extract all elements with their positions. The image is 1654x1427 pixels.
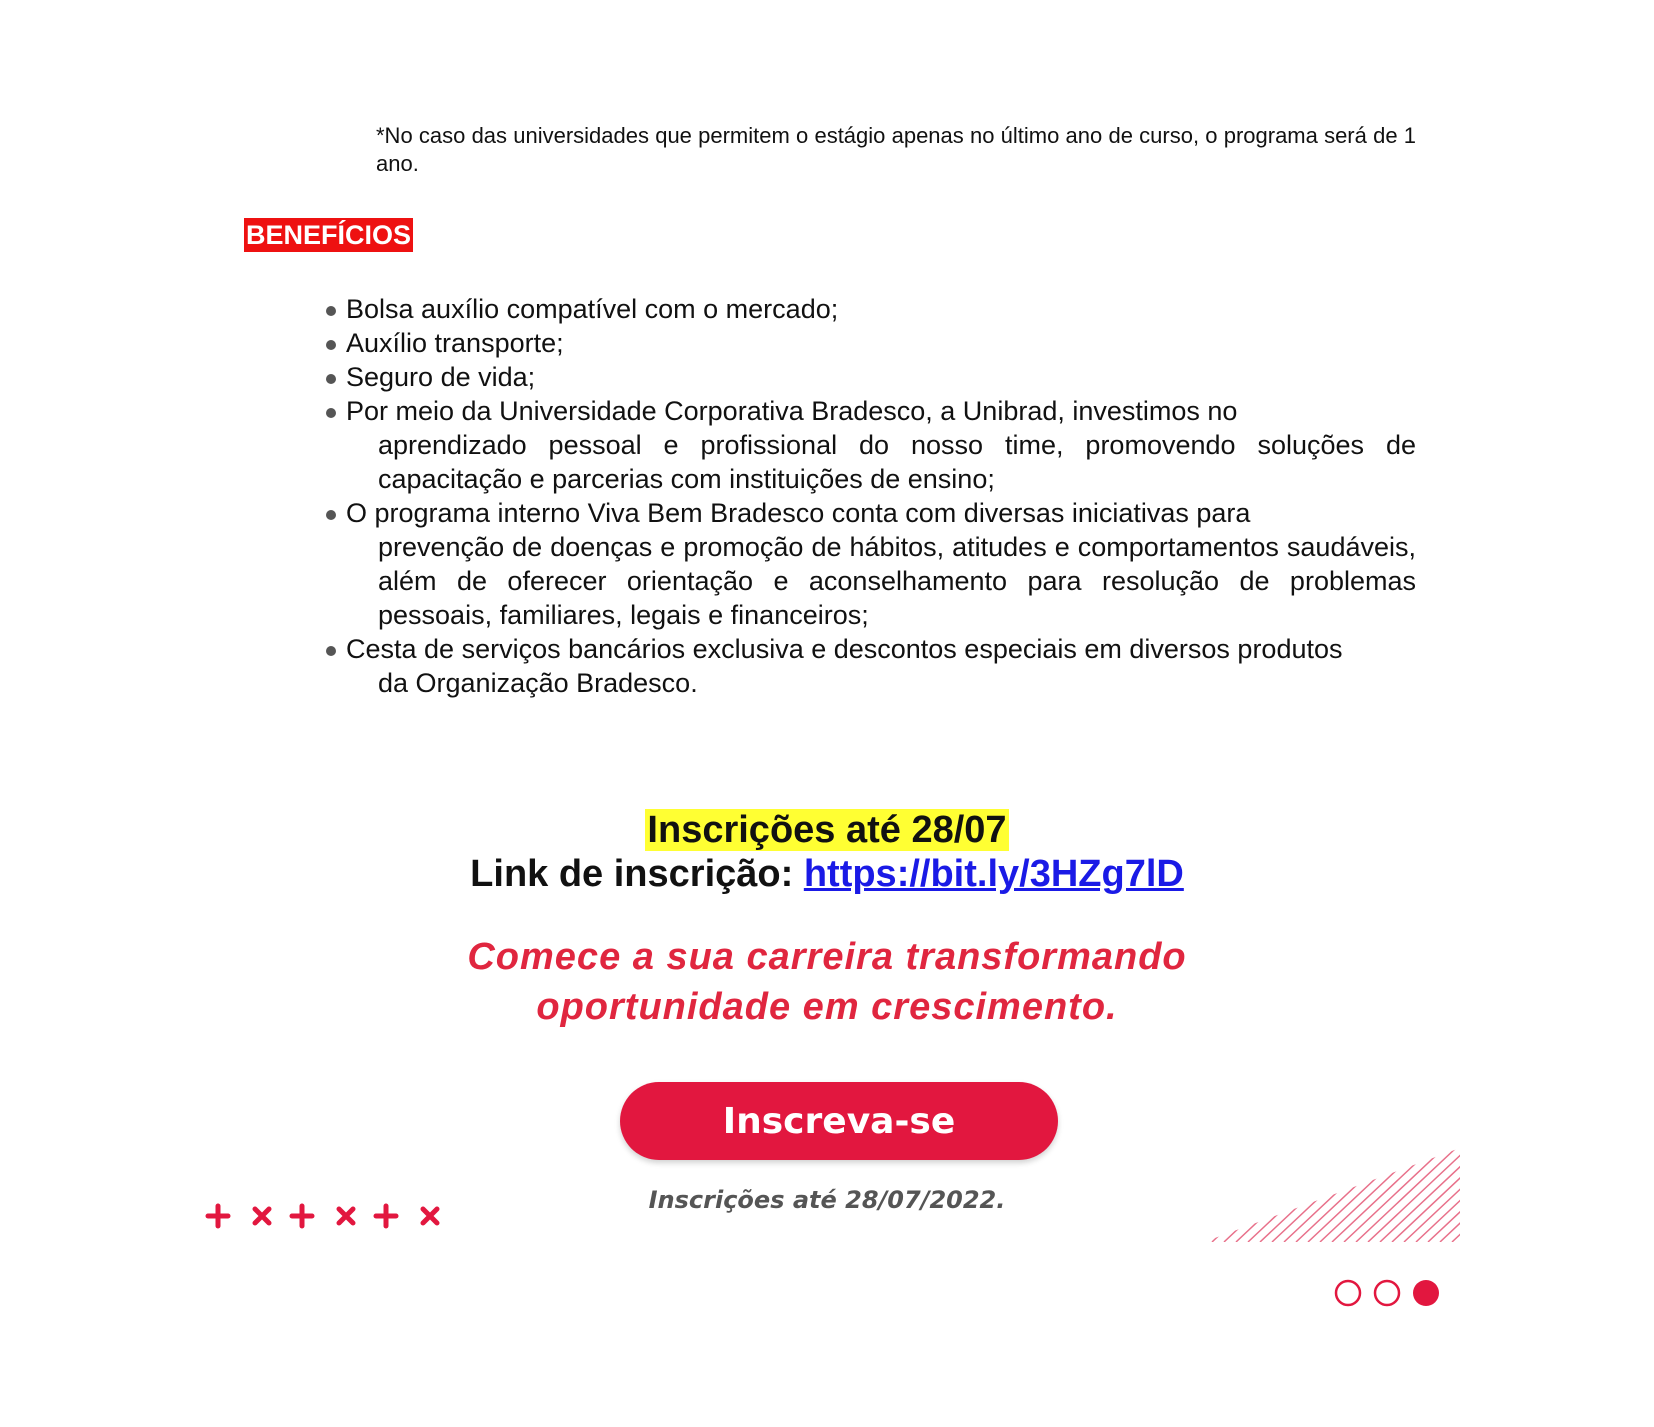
- bullet-icon: [326, 340, 336, 350]
- stripes-decoration-icon: [1204, 1148, 1460, 1242]
- link-label: Link de inscrição:: [470, 853, 794, 895]
- signup-deadline-text: Inscrições até 28/07/2022.: [648, 1186, 1006, 1214]
- list-item: Auxílio transporte;: [326, 326, 1416, 360]
- plus-cross-decoration-icon: [204, 1200, 444, 1232]
- list-item: O programa interno Viva Bem Bradesco conta com diversas iniciativas para prevenção de doenças e promoção de hábitos, atitudes e comportamentos saudáveis, além de oferecer orientação e aconselhamento para resolução de problemas pessoais, familiares, legais e financeiros;: [326, 496, 1416, 632]
- list-item: Cesta de serviços bancários exclusiva e descontos especiais em diversos produtos da Organização Bradesco.: [326, 632, 1416, 700]
- carousel-dot-3-active[interactable]: [1413, 1280, 1439, 1306]
- footnote-text: *No caso das universidades que permitem o estágio apenas no último ano de curso, o programa será de 1 ano.: [376, 123, 1416, 176]
- carousel-dot-2[interactable]: [1375, 1281, 1399, 1305]
- deadline-text: [0, 808, 1654, 852]
- registration-link[interactable]: https://bit.ly/3HZg7lD: [803, 853, 1184, 895]
- bullet-icon: [326, 374, 336, 384]
- list-item: Por meio da Universidade Corporativa Bradesco, a Unibrad, investimos no aprendizado pessoal e profissional do nosso time, promovendo soluções de capacitação e parcerias com instituições de ensino;: [326, 394, 1416, 496]
- bullet-icon: [326, 306, 336, 316]
- tagline-line-1: Comece a sua carreira transformando: [467, 936, 1187, 978]
- bullet-icon: [326, 646, 336, 656]
- carousel-dot-1[interactable]: [1336, 1281, 1360, 1305]
- benefits-list: [326, 292, 1416, 700]
- bullet-icon: [326, 510, 336, 520]
- bullet-icon: [326, 408, 336, 418]
- carousel-indicator: [1332, 1276, 1442, 1310]
- tagline: [0, 932, 1654, 1032]
- tagline-line-2: oportunidade em crescimento.: [536, 986, 1118, 1028]
- signup-button[interactable]: Inscreva-se: [620, 1082, 1058, 1160]
- list-item: Bolsa auxílio compatível com o mercado;: [326, 292, 1416, 326]
- benefits-heading: BENEFÍCIOS: [246, 220, 412, 250]
- list-item: Seguro de vida;: [326, 360, 1416, 394]
- link-line: [0, 852, 1654, 896]
- deadline-highlight: Inscrições até 28/07: [647, 809, 1007, 851]
